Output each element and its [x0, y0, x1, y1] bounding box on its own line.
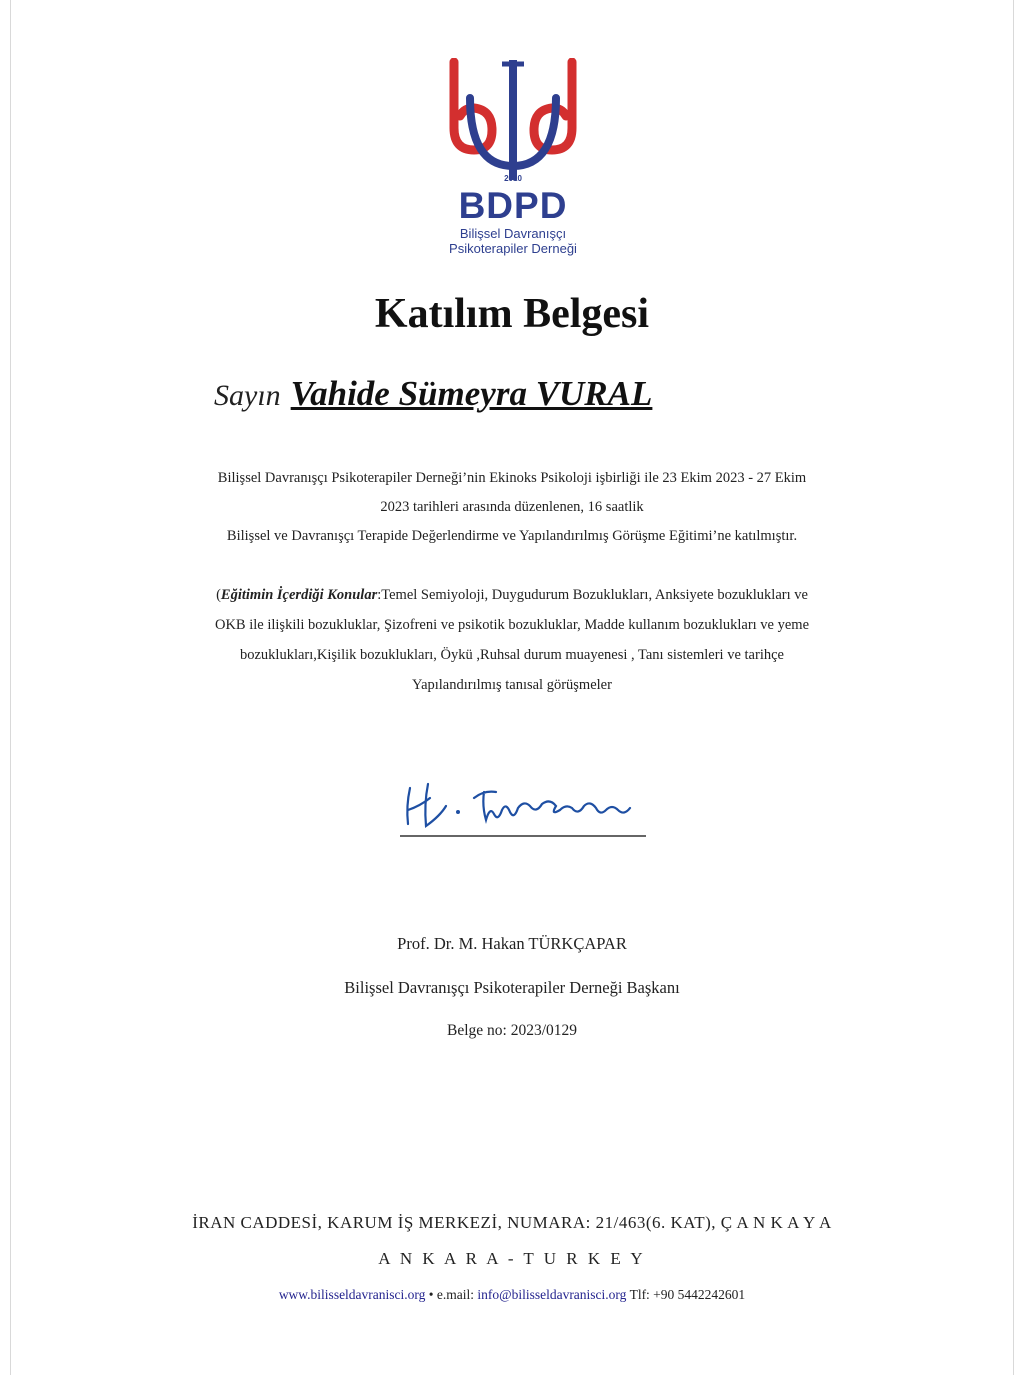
- statement-line: 2023 tarihleri arasında düzenlenen, 16 saatlik: [380, 499, 644, 515]
- page-border-left: [10, 0, 11, 1375]
- recipient-name: Vahide Sümeyra VURAL: [290, 374, 653, 413]
- signer-title: Bilişsel Davranışçı Psikoterapiler Derneği Başkanı: [344, 978, 680, 997]
- open-paren: (: [216, 587, 221, 603]
- topics-text: :Temel Semiyoloji, Duygudurum Bozuklukları, Anksiyete bozuklukları ve: [377, 587, 808, 603]
- recipient-line: [214, 374, 652, 414]
- topics-line: [150, 580, 874, 610]
- address-line2: A N K A R A - T U R K E Y: [378, 1249, 646, 1268]
- salutation: Sayın: [214, 379, 281, 412]
- certificate-title: Katılım Belgesi: [374, 291, 650, 337]
- website-link[interactable]: www.bilisseldavranisci.org: [278, 1287, 426, 1302]
- address-line1: İRAN CADDESİ, KARUM İŞ MERKEZİ, NUMARA: 21/463(6. KAT), Ç A N K A Y A: [192, 1213, 832, 1232]
- psi-emblem-icon: [440, 58, 586, 183]
- topics-line: OKB ile ilişkili bozukluklar, Şizofreni ve psikotik bozukluklar, Madde kullanım bozuklukları ve yeme: [214, 617, 810, 633]
- logo-subtitle-line2: Psikoterapiler Derneği: [449, 241, 577, 256]
- page-border-right: [1013, 0, 1014, 1375]
- handwritten-signature: [400, 776, 650, 838]
- email-separator: • e.mail:: [425, 1287, 478, 1302]
- signer-name: Prof. Dr. M. Hakan TÜRKÇAPAR: [397, 934, 627, 953]
- statement-line: Bilişsel Davranışçı Psikoterapiler Derneği’nin Ekinoks Psikoloji işbirliği ile 23 Ekim 2023 - 27 Ekim: [217, 470, 807, 486]
- contact-line: [0, 1287, 1024, 1303]
- topics-label: Eğitimin İçerdiği Konular: [220, 587, 378, 603]
- document-number: Belge no: 2023/0129: [446, 1022, 578, 1039]
- email-link[interactable]: info@bilisseldavranisci.org: [477, 1287, 627, 1302]
- logo-subtitle-line1: Bilişsel Davranışçı: [459, 226, 567, 241]
- participation-statement: [150, 464, 874, 551]
- training-topics: [150, 580, 874, 700]
- logo-year: 2010: [504, 174, 522, 183]
- association-logo: [440, 58, 586, 258]
- topics-line: Yapılandırılmış tanısal görüşmeler: [412, 677, 612, 693]
- phone-number: Tlf: +90 5442242601: [626, 1287, 746, 1302]
- topics-line: bozuklukları,Kişilik bozuklukları, Öykü ,Ruhsal durum muayenesi , Tanı sistemleri ve tarihçe: [240, 647, 784, 663]
- statement-line: Bilişsel ve Davranışçı Terapide Değerlendirme ve Yapılandırılmış Görüşme Eğitimi’ne katılmıştır.: [226, 528, 798, 544]
- logo-abbreviation: BDPD: [458, 185, 568, 226]
